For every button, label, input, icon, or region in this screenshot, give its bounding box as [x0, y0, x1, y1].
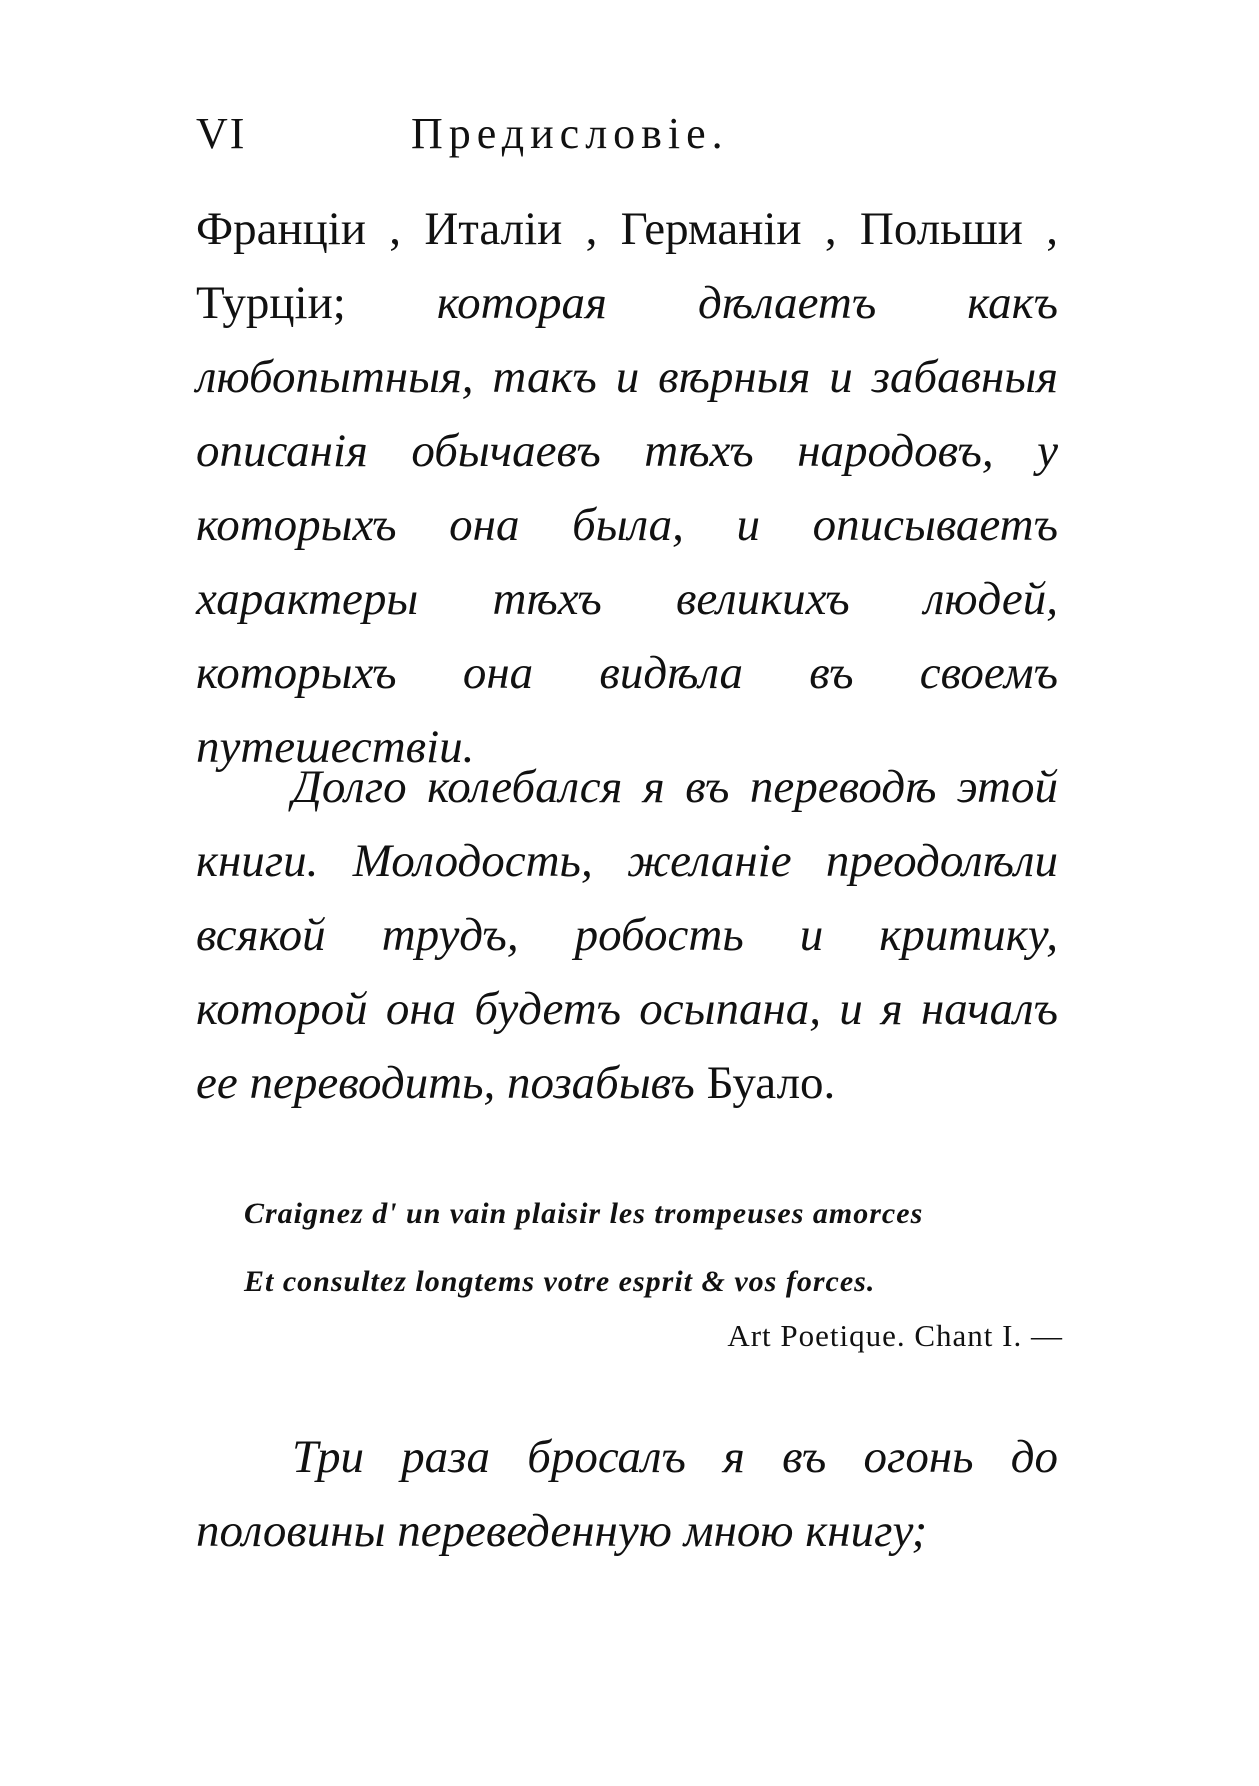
quote-line-1: Craignez d' un vain plaisir les trompeuses amorces	[244, 1197, 924, 1230]
quote-line-2: Et consultez longtems votre esprit & vos forces.	[244, 1265, 876, 1298]
page-header	[196, 108, 1096, 168]
paragraph-2-italic: Долго колебался я въ переводѣ этой книги. Молодость, желанiе преодолѣли всякой трудъ, робость и критику, которой она будетъ осыпана, и я началъ ее переводить,	[196, 761, 1058, 1109]
paragraph-1-roman: Францiи , Италiи , Германiи , Польши , Турцiи;	[196, 203, 1058, 329]
paragraph-1-italic: которая дѣлаетъ какъ любопытныя, такъ и вѣрныя и забавныя описанiя обычаевъ тѣхъ народовъ, у которыхъ она была, и описываетъ характеры тѣхъ великихъ людей, которыхъ она видѣла въ своемъ путешествiи.	[196, 277, 1058, 773]
paragraph-1	[196, 192, 1058, 784]
paragraph-3: Три раза бросалъ я въ огонь до половины переведенную мною книгу;	[196, 1431, 1058, 1557]
paragraph-2	[196, 750, 1058, 1120]
page-number: VI	[196, 109, 247, 158]
running-title: Предисловiе.	[411, 109, 729, 158]
paragraph-2-italic-end: позабывъ	[495, 1057, 707, 1109]
quote-source: Art Poetique. Chant I. —	[727, 1318, 1063, 1353]
paragraph-2-roman: Буало.	[706, 1057, 836, 1109]
